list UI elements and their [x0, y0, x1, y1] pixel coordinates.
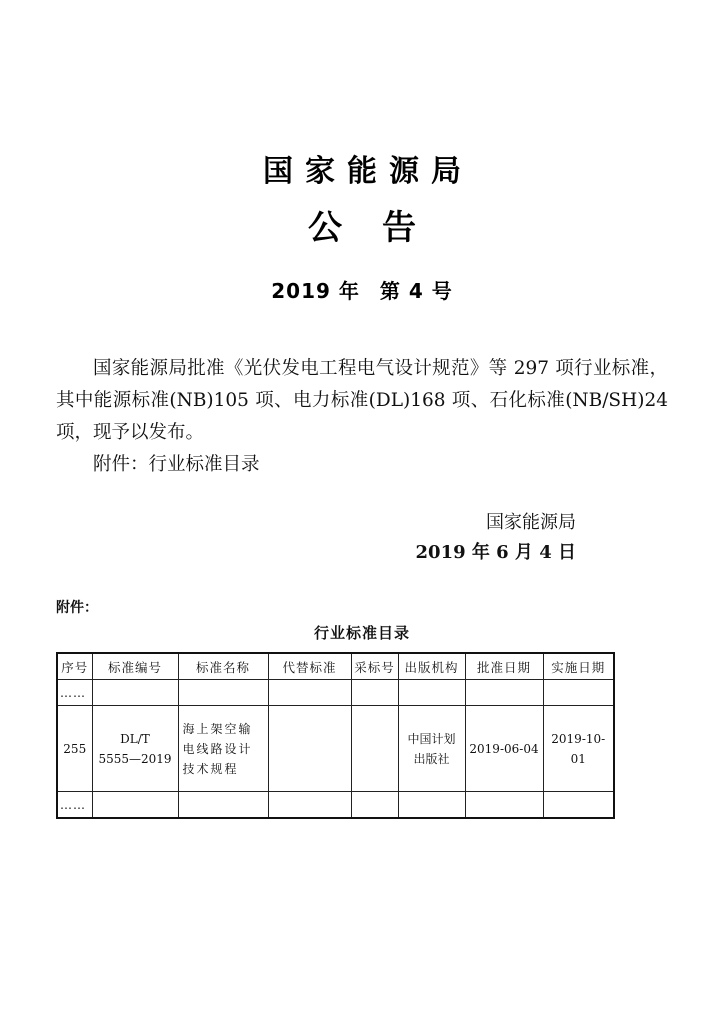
row-replaces — [268, 706, 351, 792]
row-publisher-line: 中国计划 — [407, 731, 456, 746]
announcement-year: 2019 年 — [271, 279, 360, 303]
row-publisher — [398, 706, 465, 792]
table-header-row — [57, 653, 614, 680]
document-type-title: 公告 — [308, 208, 456, 248]
standards-catalog-table — [56, 652, 615, 819]
header-adopted: 采标号 — [351, 653, 398, 680]
row-name-line: 海上架空输 — [182, 721, 253, 736]
header-replaces: 代替标准 — [268, 653, 351, 680]
annex-label: 附件： — [56, 600, 98, 616]
table-row — [57, 680, 614, 706]
ellipsis-cell: …… — [57, 792, 92, 819]
row-approval-date: 2019-06-04 — [465, 706, 543, 792]
signature-issuer: 国家能源局 — [486, 512, 576, 533]
row-effective-date: 2019-10-01 — [543, 706, 614, 792]
issuer-title: 国家能源局 — [263, 154, 473, 189]
row-adopted — [351, 706, 398, 792]
header-index: 序号 — [57, 653, 92, 680]
ellipsis-cell: …… — [57, 680, 92, 706]
row-code-number: 5555—2019 — [98, 751, 172, 766]
row-name-line: 电线路设计 — [182, 741, 253, 756]
header-approval-date: 批准日期 — [465, 653, 543, 680]
announcement-issue: 第 4 号 — [379, 279, 453, 303]
row-index: 255 — [57, 706, 92, 792]
row-code — [92, 706, 178, 792]
table-row — [57, 792, 614, 819]
attachment-note: 附件：行业标准目录 — [93, 454, 260, 475]
header-name: 标准名称 — [178, 653, 268, 680]
table-row — [57, 706, 614, 792]
catalog-table-title: 行业标准目录 — [313, 624, 410, 642]
header-effective-date: 实施日期 — [543, 653, 614, 680]
header-code: 标准编号 — [92, 653, 178, 680]
header-publisher: 出版机构 — [398, 653, 465, 680]
row-name — [178, 706, 268, 792]
signature-date: 2019 年 6 月 4 日 — [415, 542, 576, 563]
announcement-body: 国家能源局批准《光伏发电工程电气设计规范》等 297 项行业标准，其中能源标准(NB)105 项、电力标准(DL)168 项、石化标准(NB/SH)24 项，现予以发布。 — [56, 358, 668, 443]
announcement-number — [0, 275, 724, 304]
row-code-prefix: DL/T — [120, 731, 150, 746]
row-name-line: 技术规程 — [182, 761, 239, 776]
row-publisher-line: 出版社 — [413, 751, 450, 766]
